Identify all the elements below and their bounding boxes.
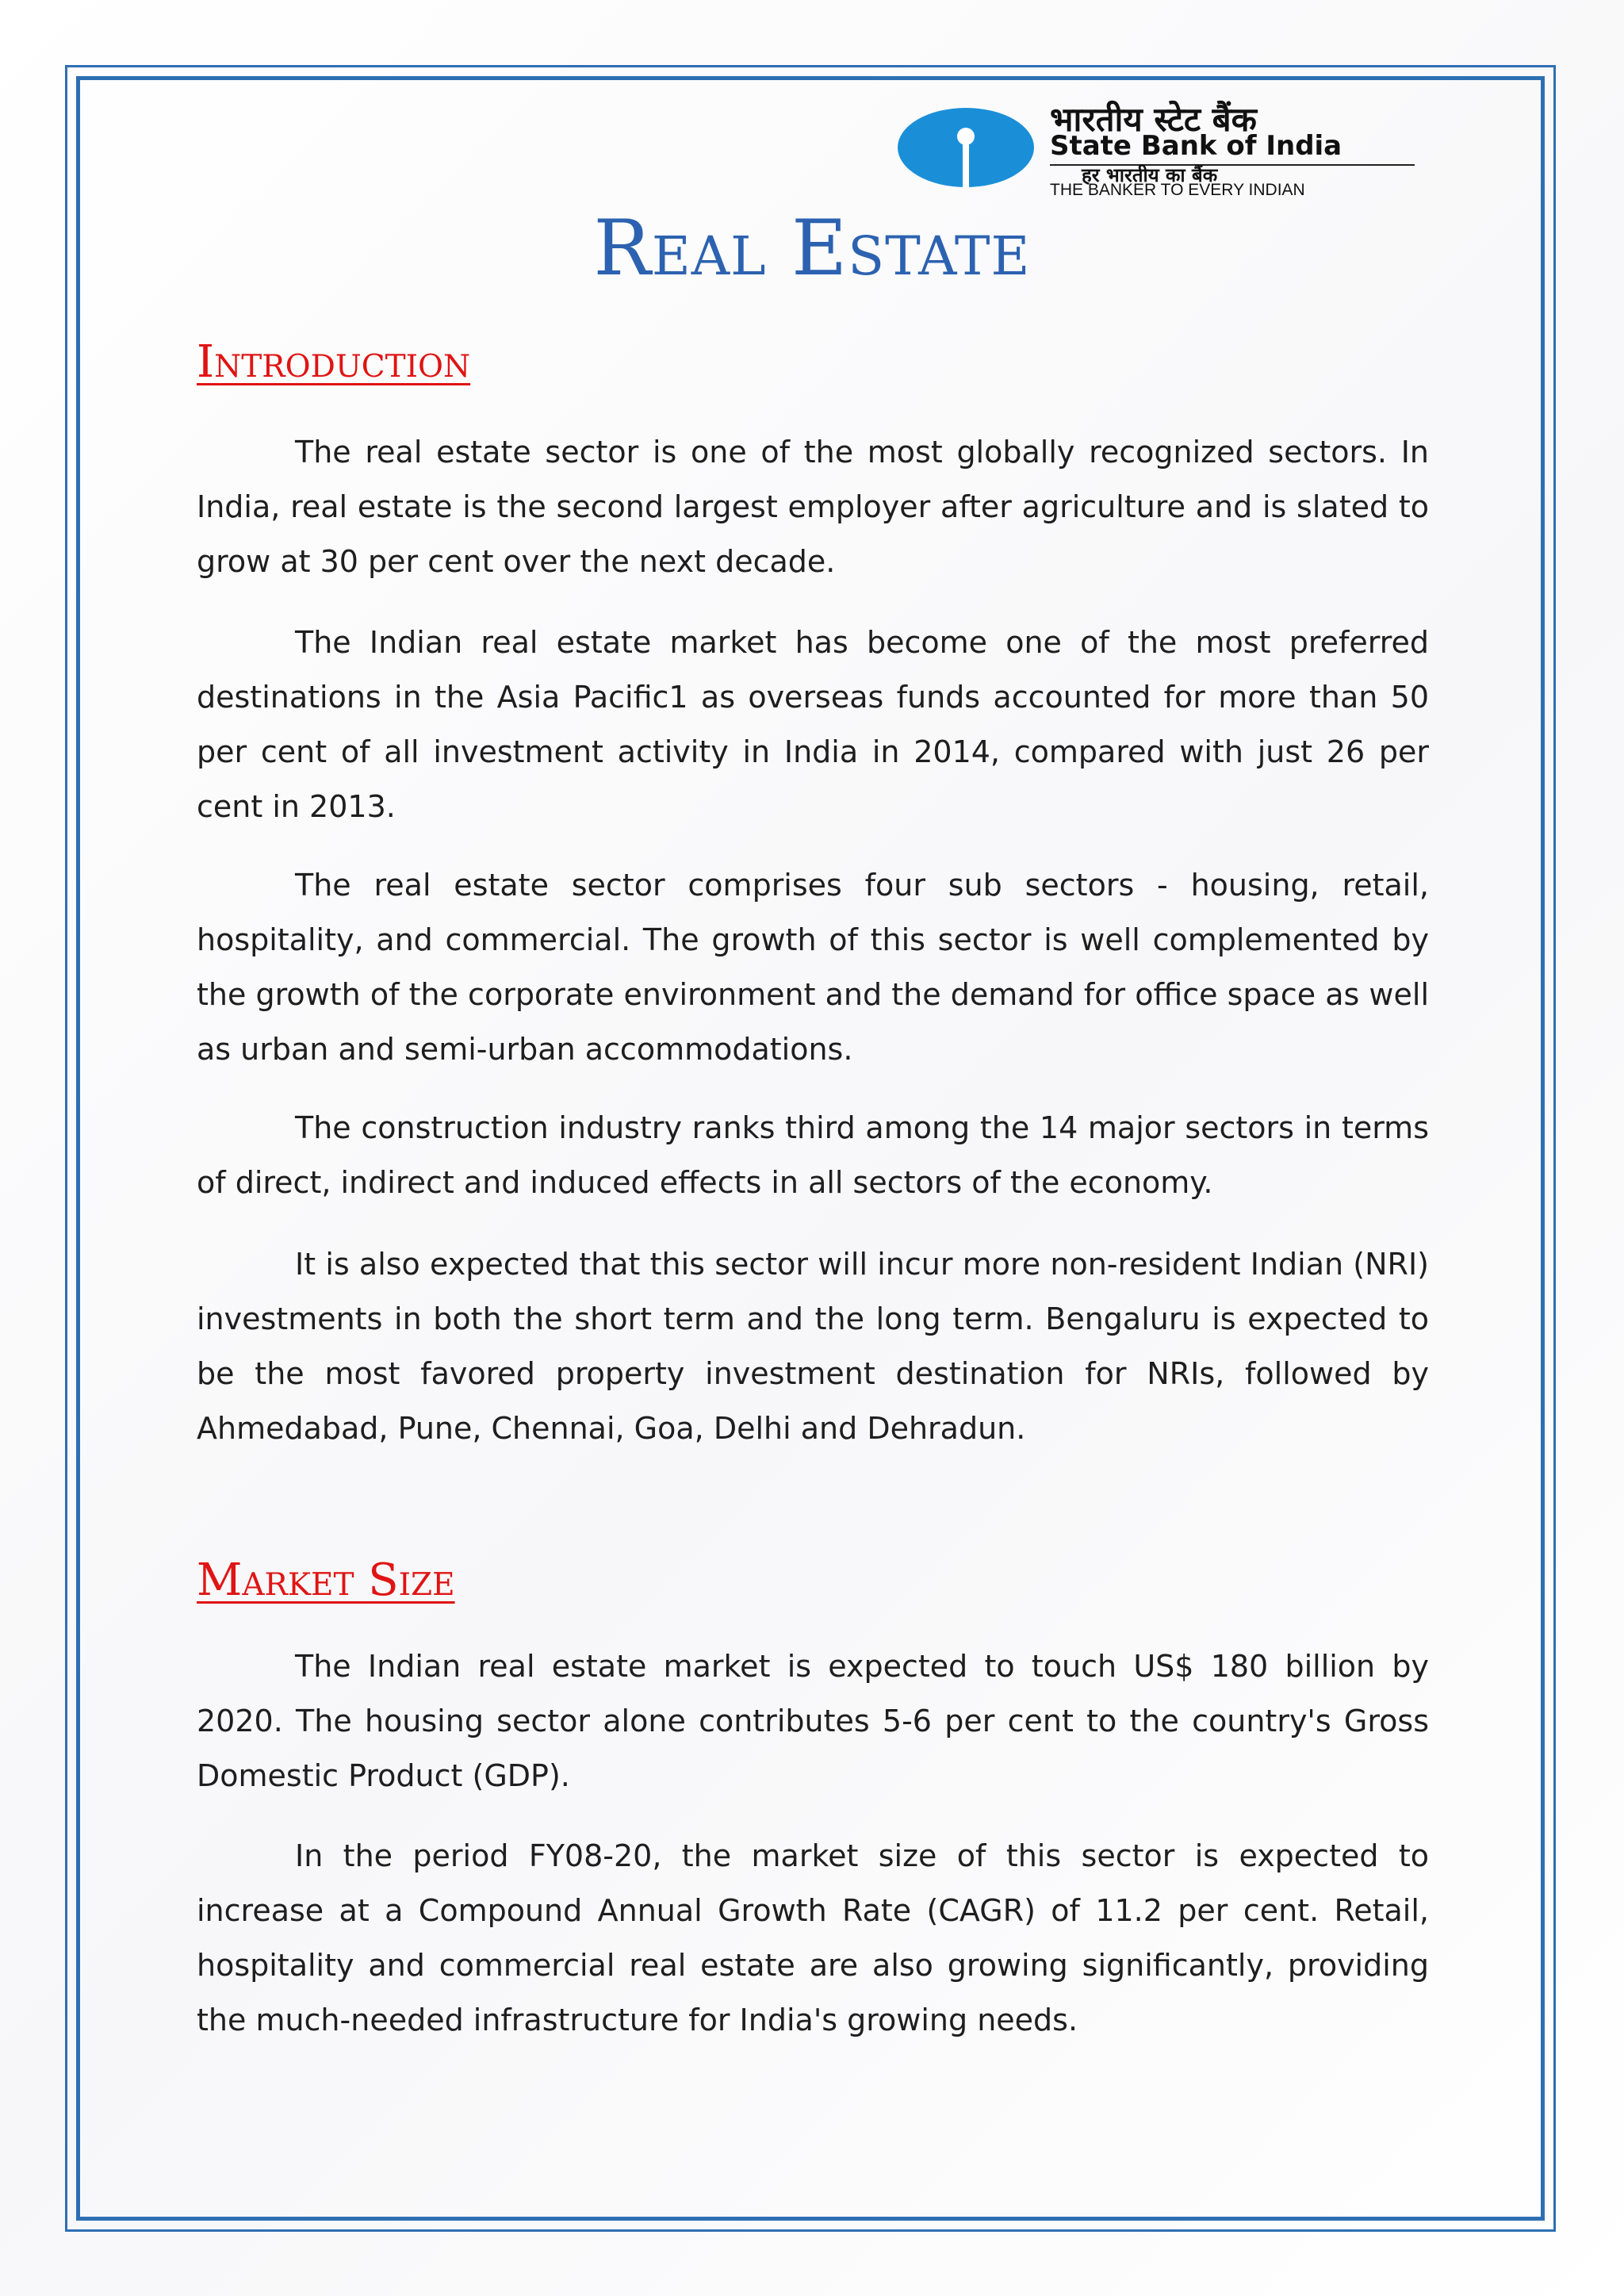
logo-hindi-name: भारतीय स्टेट बैंक bbox=[1050, 100, 1257, 139]
intro-paragraph-3: The real estate sector comprises four sub sectors - housing, retail, hospitality, and commercial. The growth of this sector is well complemented by the growth of the corporate environment and the demand for office space as well as urban and semi-urban accommodations. bbox=[197, 868, 1429, 1067]
section-heading-introduction: Introduction bbox=[197, 336, 471, 388]
page-title: Real Estate bbox=[593, 204, 1031, 293]
intro-paragraph-2: The Indian real estate market has become one of the most preferred destinations in the Asia Pacific1 as overseas funds accounted for more than 50 per cent of all investment activity in India in 2014, compared with just 26 per cent in 2013. bbox=[197, 625, 1429, 824]
logo-hindi-tagline: हर भारतीय का बैंक bbox=[1082, 164, 1218, 186]
section-heading-market-size: Market Size bbox=[197, 1554, 455, 1606]
intro-paragraph-4: The construction industry ranks third among the 14 major sectors in terms of direct, indirect and induced effects in all sectors of the economy. bbox=[197, 1110, 1429, 1200]
market-paragraph-1: The Indian real estate market is expected to touch US$ 180 billion by 2020. The housing sector alone contributes 5-6 per cent to the country's Gross Domestic Product (GDP). bbox=[197, 1649, 1429, 1793]
intro-paragraph-1: The real estate sector is one of the most globally recognized sectors. In India, real estate is the second largest employer after agriculture and is slated to grow at 30 per cent over the next decade. bbox=[197, 435, 1429, 579]
sbi-logo bbox=[896, 102, 1423, 201]
logo-english-tagline: THE BANKER TO EVERY INDIAN bbox=[1050, 181, 1305, 199]
intro-paragraph-5: It is also expected that this sector will incur more non-resident Indian (NRI) investments in both the short term and the long term. Bengaluru is expected to be the most favored property investment destination for NRIs, followed by Ahmedabad, Pune, Chennai, Goa, Delhi and Dehradun. bbox=[197, 1247, 1429, 1446]
logo-text-block bbox=[1047, 102, 1423, 201]
sbi-emblem-icon bbox=[896, 106, 1036, 189]
logo-english-name: State Bank of India bbox=[1050, 130, 1342, 162]
market-paragraph-2: In the period FY08-20, the market size of this sector is expected to increase at a Compound Annual Growth Rate (CAGR) of 11.2 per cent. Retail, hospitality and commercial real estate are also growing significantly, providing the much-needed infrastructure for India's growing needs. bbox=[197, 1838, 1429, 2037]
